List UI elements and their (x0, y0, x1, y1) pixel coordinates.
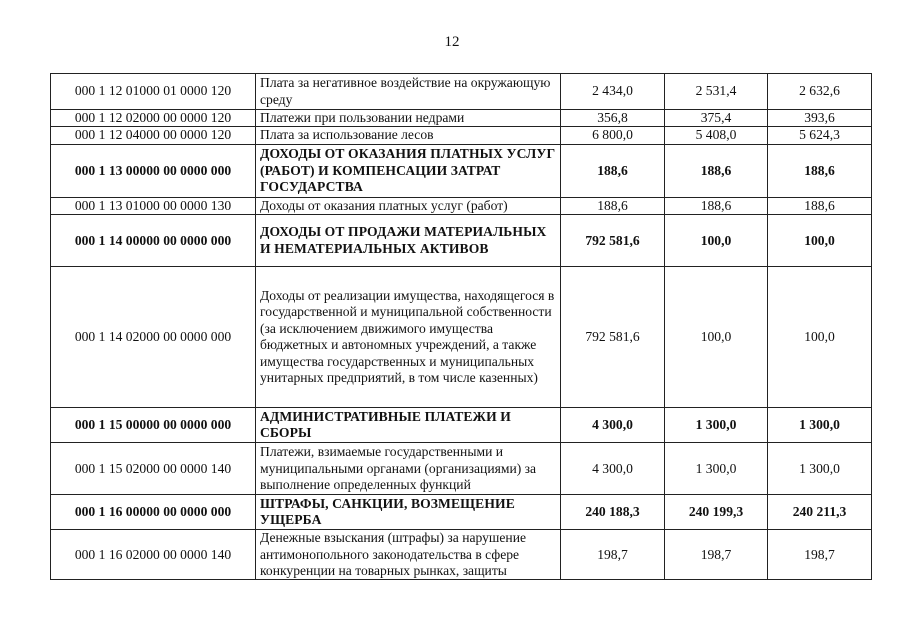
value-year-1: 4 300,0 (561, 443, 665, 495)
budget-code: 000 1 13 00000 00 0000 000 (51, 144, 256, 197)
value-year-3: 100,0 (768, 215, 872, 267)
value-year-1: 198,7 (561, 530, 665, 580)
value-year-3: 2 632,6 (768, 74, 872, 110)
budget-code: 000 1 14 02000 00 0000 000 (51, 267, 256, 408)
budget-code: 000 1 15 02000 00 0000 140 (51, 443, 256, 495)
revenue-name: Доходы от реализации имущества, находящегося в государственной и муниципальной собственности (за исключением движимого имущества бюджетных и автономных учреждений, а также имущества государственных и муниципальных унитарных предприятий, в том числе казенных) (256, 267, 561, 408)
table-row (51, 215, 872, 267)
budget-code: 000 1 15 00000 00 0000 000 (51, 408, 256, 443)
value-year-2: 5 408,0 (665, 127, 768, 144)
table-row (51, 127, 872, 144)
budget-code: 000 1 12 02000 00 0000 120 (51, 110, 256, 127)
table-row (51, 443, 872, 495)
revenue-name: ШТРАФЫ, САНКЦИИ, ВОЗМЕЩЕНИЕ УЩЕРБА (256, 495, 561, 530)
page-number: 12 (444, 34, 460, 50)
value-year-2: 240 199,3 (665, 495, 768, 530)
budget-code: 000 1 14 00000 00 0000 000 (51, 215, 256, 267)
table-row (51, 74, 872, 110)
value-year-1: 356,8 (561, 110, 665, 127)
table-row (51, 110, 872, 127)
value-year-3: 198,7 (768, 530, 872, 580)
value-year-2: 2 531,4 (665, 74, 768, 110)
value-year-2: 1 300,0 (665, 443, 768, 495)
budget-code: 000 1 16 00000 00 0000 000 (51, 495, 256, 530)
value-year-2: 198,7 (665, 530, 768, 580)
value-year-1: 2 434,0 (561, 74, 665, 110)
value-year-1: 6 800,0 (561, 127, 665, 144)
revenue-name: Плата за негативное воздействие на окружающую среду (256, 74, 561, 110)
revenue-name: ДОХОДЫ ОТ ПРОДАЖИ МАТЕРИАЛЬНЫХ И НЕМАТЕРИАЛЬНЫХ АКТИВОВ (256, 215, 561, 267)
value-year-1: 188,6 (561, 197, 665, 214)
value-year-2: 100,0 (665, 215, 768, 267)
value-year-3: 1 300,0 (768, 443, 872, 495)
value-year-2: 188,6 (665, 144, 768, 197)
table-row (51, 197, 872, 214)
value-year-2: 1 300,0 (665, 408, 768, 443)
value-year-3: 188,6 (768, 197, 872, 214)
value-year-1: 240 188,3 (561, 495, 665, 530)
value-year-3: 393,6 (768, 110, 872, 127)
value-year-3: 5 624,3 (768, 127, 872, 144)
value-year-1: 4 300,0 (561, 408, 665, 443)
revenue-name: Плата за использование лесов (256, 127, 561, 144)
budget-code: 000 1 13 01000 00 0000 130 (51, 197, 256, 214)
table-row (51, 267, 872, 408)
value-year-3: 100,0 (768, 267, 872, 408)
value-year-3: 188,6 (768, 144, 872, 197)
revenue-table (50, 73, 872, 580)
budget-code: 000 1 12 04000 00 0000 120 (51, 127, 256, 144)
revenue-name: Платежи, взимаемые государственными и муниципальными органами (организациями) за выполнение определенных функций (256, 443, 561, 495)
revenue-name: Денежные взыскания (штрафы) за нарушение антимонопольного законодательства в сфере конкуренции на товарных рынках, защиты (256, 530, 561, 580)
table-row (51, 144, 872, 197)
table-row (51, 408, 872, 443)
value-year-1: 792 581,6 (561, 215, 665, 267)
revenue-name: Доходы от оказания платных услуг (работ) (256, 197, 561, 214)
value-year-1: 792 581,6 (561, 267, 665, 408)
revenue-name: АДМИНИСТРАТИВНЫЕ ПЛАТЕЖИ И СБОРЫ (256, 408, 561, 443)
table-row (51, 495, 872, 530)
value-year-3: 1 300,0 (768, 408, 872, 443)
revenue-name: Платежи при пользовании недрами (256, 110, 561, 127)
value-year-2: 188,6 (665, 197, 768, 214)
value-year-2: 375,4 (665, 110, 768, 127)
value-year-1: 188,6 (561, 144, 665, 197)
value-year-3: 240 211,3 (768, 495, 872, 530)
table-row (51, 530, 872, 580)
value-year-2: 100,0 (665, 267, 768, 408)
revenue-name: ДОХОДЫ ОТ ОКАЗАНИЯ ПЛАТНЫХ УСЛУГ (РАБОТ) И КОМПЕНСАЦИИ ЗАТРАТ ГОСУДАРСТВА (256, 144, 561, 197)
budget-code: 000 1 12 01000 01 0000 120 (51, 74, 256, 110)
budget-code: 000 1 16 02000 00 0000 140 (51, 530, 256, 580)
